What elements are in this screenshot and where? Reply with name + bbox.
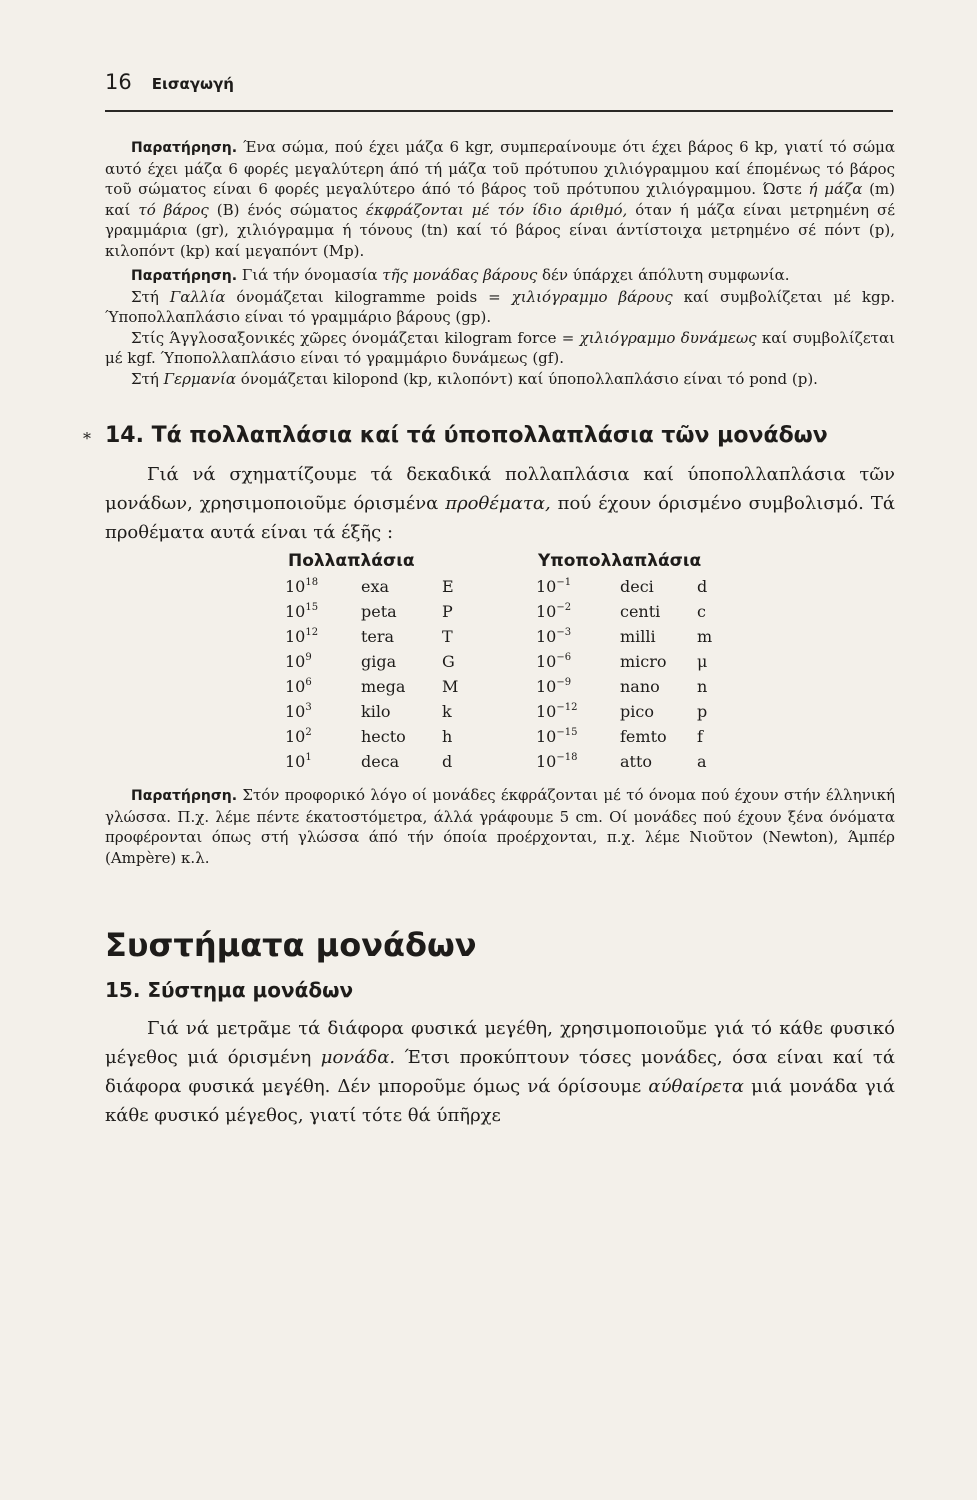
submultiple-symbol-value: c <box>697 602 706 621</box>
multiples-header: Πολλαπλάσια <box>288 551 415 571</box>
submultiple-power-value: 10 <box>536 702 557 721</box>
multiple-prefix <box>361 602 397 621</box>
note-text: (m) καί <box>105 180 895 219</box>
submultiple-power-value: 10 <box>536 652 557 671</box>
note-emphasis: Γαλλία <box>169 287 226 306</box>
multiple-prefix <box>361 702 391 721</box>
submultiple-power-exponent: −2 <box>556 602 572 613</box>
note-mass-weight <box>105 137 895 261</box>
prefix-row <box>105 677 805 702</box>
multiple-prefix-value: giga <box>361 652 397 671</box>
multiple-prefix-value: kilo <box>361 702 391 721</box>
multiple-power-exponent: 15 <box>305 602 319 613</box>
note-text: Γιά τήν όνομασία <box>237 266 383 284</box>
paragraph-text: μιά μονάδα γιά κάθε φυσικό μέγεθος, γιατί τότε θά ύπῆρχε <box>105 1076 895 1126</box>
prefix-row <box>105 702 805 727</box>
note-text: όταν ή μάζα είναι μετρημένη σέ γραμμάρια (gr), χιλιόγραμμα ή τόνους (tn) καί τό βάρος είναι άντίστοιχα μετρημένο σέ πόντ (p), κιλοπόντ (kp) καί μεγαπόντ (Mp). <box>105 200 895 260</box>
submultiple-power-value: 10 <box>536 752 557 771</box>
paragraph-text: πού έχουν όρισμένο συμβολισμό. Τά προθέματα αυτά είναι τά έξῆς : <box>105 493 895 543</box>
section-paragraph <box>105 460 895 547</box>
submultiple-power <box>536 602 571 621</box>
submultiple-prefix <box>620 677 660 696</box>
section-14 <box>83 423 895 547</box>
paragraph-emphasis: προθέματα, <box>445 493 551 514</box>
book-page <box>83 70 895 1130</box>
submultiple-prefix <box>620 652 667 671</box>
submultiple-symbol <box>697 752 707 771</box>
multiple-power-value: 10 <box>285 627 306 646</box>
submultiple-power-exponent: −18 <box>556 752 578 763</box>
submultiple-power-exponent: −6 <box>556 652 572 663</box>
multiple-prefix <box>361 577 389 596</box>
multiple-power-value: 10 <box>285 577 306 596</box>
multiple-symbol <box>442 702 452 721</box>
multiple-symbol-value: d <box>442 752 453 771</box>
note-emphasis: τό βάρος <box>138 200 209 219</box>
submultiples-header: Υποπολλαπλάσια <box>538 551 702 571</box>
note-text: όνομάζεται kilogramme poids = <box>225 287 512 306</box>
multiple-symbol <box>442 627 453 646</box>
paragraph-text: Γιά νά σχηματίζουμε τά δεκαδικά πολλαπλάσια καί ύποπολλαπλάσια τῶν μονάδων, χρησιμοποιοῦμε όρισμένα <box>105 464 895 514</box>
multiple-prefix-value: exa <box>361 577 390 596</box>
submultiple-prefix <box>620 577 654 596</box>
submultiple-prefix <box>620 627 656 646</box>
multiple-prefix-value: hecto <box>361 727 406 746</box>
submultiple-power-value: 10 <box>536 627 557 646</box>
multiple-prefix-value: peta <box>361 602 397 621</box>
prefix-row <box>105 652 805 677</box>
page-header <box>105 70 895 104</box>
submultiple-power-value: 10 <box>536 727 557 746</box>
prefix-row <box>105 752 805 777</box>
submultiple-power <box>536 752 577 771</box>
multiple-power <box>285 677 312 696</box>
note-text: καί συμβολίζεται μέ kgf. Ύποπολλαπλάσιο είναι τό γραμμάριο δυνάμεως (gf). <box>105 328 895 367</box>
multiple-power-value: 10 <box>285 602 306 621</box>
prefix-row <box>105 577 805 602</box>
note-text: Στή <box>131 287 170 306</box>
submultiple-power <box>536 627 571 646</box>
multiple-power-value: 10 <box>285 727 306 746</box>
submultiple-symbol-value: p <box>697 702 708 721</box>
submultiple-prefix <box>620 752 652 771</box>
multiple-symbol <box>442 652 455 671</box>
multiple-symbol-value: k <box>442 702 452 721</box>
submultiple-power-value: 10 <box>536 677 557 696</box>
paragraph-emphasis: αύθαίρετα <box>648 1076 744 1097</box>
submultiple-power-value: 10 <box>536 602 557 621</box>
multiple-symbol <box>442 602 453 621</box>
running-title: Εισαγωγή <box>151 75 234 93</box>
submultiple-power-exponent: −9 <box>556 677 572 688</box>
multiple-symbol <box>442 677 458 696</box>
submultiple-symbol <box>697 727 703 746</box>
multiple-power <box>285 752 312 771</box>
multiple-power-exponent: 9 <box>305 652 312 663</box>
note-label: Παρατήρηση. <box>131 788 238 804</box>
note-label: Παρατήρηση. <box>131 140 238 156</box>
multiple-power-value: 10 <box>285 752 306 771</box>
submultiple-symbol-value: n <box>697 677 708 696</box>
section-heading: 14. Τά πολλαπλάσια καί τά ύποπολλαπλάσια τῶν μονάδων <box>105 423 828 448</box>
submultiple-prefix-value: femto <box>620 727 667 746</box>
prefix-row <box>105 602 805 627</box>
note-weight-naming <box>105 265 895 389</box>
multiple-symbol-value: T <box>442 627 453 646</box>
submultiple-symbol-value: μ <box>697 652 708 671</box>
paragraph-text: Έτσι προκύπτουν τόσες μονάδες, όσα είναι καί τά διάφορα φυσικά μεγέθη. Δέν μποροῦμε όμως νά όρίσουμε <box>105 1047 895 1097</box>
submultiple-prefix <box>620 727 667 746</box>
submultiple-prefix-value: nano <box>620 677 660 696</box>
note-emphasis: τῆς μονάδας βάρους <box>382 266 538 284</box>
submultiple-prefix <box>620 702 654 721</box>
note-emphasis: χιλιόγραμμο δυνάμεως <box>579 328 757 347</box>
paragraph-text: Γιά νά μετρᾶμε τά διάφορα φυσικά μεγέθη, χρησιμοποιοῦμε γιά τό κάθε φυσικό μέγεθος μιά όρισμένη <box>105 1018 895 1068</box>
note-emphasis: Γερμανία <box>163 369 236 388</box>
submultiple-symbol-value: f <box>697 727 703 746</box>
multiple-prefix <box>361 727 406 746</box>
multiple-power-value: 10 <box>285 652 306 671</box>
submultiple-power-value: 10 <box>536 577 557 596</box>
submultiple-symbol <box>697 627 712 646</box>
submultiple-power <box>536 652 571 671</box>
header-rule <box>105 110 893 112</box>
note-text: Στίς Άγγλοσαξονικές χῶρες όνομάζεται kilogram force = <box>131 328 580 347</box>
multiple-power <box>285 652 312 671</box>
submultiple-prefix-value: micro <box>620 652 667 671</box>
submultiple-symbol <box>697 702 707 721</box>
multiple-power <box>285 577 318 596</box>
multiple-symbol <box>442 752 452 771</box>
multiple-power-exponent: 1 <box>305 752 312 763</box>
multiple-power <box>285 627 318 646</box>
paragraph-emphasis: μονάδα. <box>320 1047 396 1068</box>
multiple-prefix <box>361 627 394 646</box>
submultiple-power-exponent: −12 <box>556 702 578 713</box>
section-15-heading: 15. Σύστημα μονάδων <box>105 978 354 1002</box>
multiple-prefix <box>361 677 405 696</box>
multiple-symbol-value: E <box>442 577 454 596</box>
submultiple-power <box>536 677 571 696</box>
multiple-symbol <box>442 727 452 746</box>
submultiple-symbol <box>697 577 707 596</box>
multiple-power <box>285 602 318 621</box>
note-emphasis: έκφράζονται μέ τόν ίδιο άριθμό, <box>365 200 628 219</box>
multiple-power-exponent: 3 <box>305 702 312 713</box>
multiple-prefix <box>361 652 396 671</box>
multiple-prefix-value: deca <box>361 752 400 771</box>
section-marker: * <box>83 429 91 448</box>
submultiple-prefix-value: milli <box>620 627 656 646</box>
submultiple-power <box>536 577 571 596</box>
submultiple-prefix-value: atto <box>620 752 653 771</box>
prefix-row <box>105 727 805 752</box>
submultiple-prefix-value: pico <box>620 702 654 721</box>
submultiple-symbol <box>697 652 707 671</box>
multiple-power-value: 10 <box>285 677 306 696</box>
multiple-symbol-value: M <box>442 677 459 696</box>
submultiple-power-exponent: −15 <box>556 727 578 738</box>
multiple-power <box>285 727 312 746</box>
note-pronunciation <box>105 785 895 868</box>
multiple-symbol <box>442 577 454 596</box>
multiple-symbol-value: h <box>442 727 453 746</box>
submultiple-prefix-value: deci <box>620 577 654 596</box>
note-text: όνομάζεται kilopond (kp, κιλοπόντ) καί ύποπολλαπλάσιο είναι τό pond (p). <box>235 369 818 388</box>
page-number: 16 <box>105 70 132 94</box>
multiple-power <box>285 702 312 721</box>
submultiple-symbol <box>697 677 707 696</box>
multiple-prefix <box>361 752 399 771</box>
multiple-prefix-value: tera <box>361 627 395 646</box>
submultiple-symbol <box>697 602 706 621</box>
note-label: Παρατήρηση. <box>131 268 238 284</box>
multiple-symbol-value: P <box>442 602 453 621</box>
note-emphasis: χιλιόγραμμο βάρους <box>511 287 673 306</box>
note-text: Ένα σώμα, πού έχει μάζα 6 kgr, συμπεραίνουμε ότι έχει βάρος 6 kp, γιατί τό σώμα αυτό έχει μάζα 6 φορές μεγαλύτερη άπό τή μάζα τοῦ πρότυπου χιλιόγραμμου καί έπομένως τό βάρος τοῦ σώματος είναι 6 φορές μεγαλύτερο άπό τό βάρος τοῦ πρότυπου χιλιόγραμμου. Ώστε <box>105 138 895 198</box>
submultiple-prefix <box>620 602 660 621</box>
submultiple-power <box>536 702 577 721</box>
submultiple-symbol-value: m <box>697 627 713 646</box>
chapter-title: Συστήματα μονάδων <box>105 926 477 964</box>
note-text: Στή <box>131 369 164 388</box>
multiple-power-exponent: 2 <box>305 727 312 738</box>
multiple-power-value: 10 <box>285 702 306 721</box>
note-text: (B) ένός σώματος <box>208 200 366 219</box>
submultiple-symbol-value: a <box>697 752 707 771</box>
multiple-symbol-value: G <box>442 652 455 671</box>
multiple-prefix-value: mega <box>361 677 406 696</box>
submultiple-symbol-value: d <box>697 577 708 596</box>
submultiple-power-exponent: −3 <box>556 627 572 638</box>
multiple-power-exponent: 12 <box>305 627 319 638</box>
note-emphasis: ή μάζα <box>808 180 863 198</box>
multiple-power-exponent: 18 <box>305 577 319 588</box>
section-15-paragraph <box>105 1014 895 1130</box>
submultiple-power <box>536 727 577 746</box>
note-text: δέν ύπάρχει άπόλυτη συμφωνία. <box>537 266 790 284</box>
multiple-power-exponent: 6 <box>305 677 312 688</box>
prefix-table <box>105 551 895 781</box>
prefix-row <box>105 627 805 652</box>
note-text: Στόν προφορικό λόγο οί μονάδες έκφράζονται μέ τό όνομα πού έχουν στήν έλληνική γλώσσα. Π.χ. λέμε πέντε έκατοστόμετρα, άλλά γράφουμε 5 cm. Οί μονάδες πού έχουν ξένα όνόματα προφέρονται όπως στή γλώσσα άπό τήν όποία προέρχονται, π.χ. λέμε Νιοῦτον (Newton), Άμπέρ (Ampère) κ.λ. <box>105 786 895 867</box>
note-text: καί συμβολίζεται μέ kgp. Ύποπολλαπλάσιο είναι τό γραμμάριο βάρους (gp). <box>105 287 895 326</box>
submultiple-prefix-value: centi <box>620 602 661 621</box>
submultiple-power-exponent: −1 <box>556 577 572 588</box>
